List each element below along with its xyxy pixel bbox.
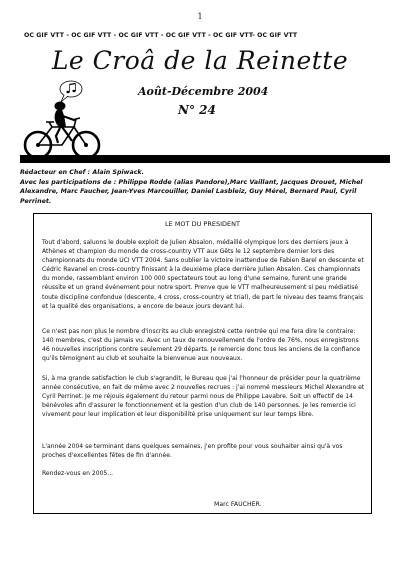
speech-bubble-tail bbox=[61, 95, 68, 102]
club-banner: OC GIF VTT - OC GIF VTT - OC GIF VTT - OC GIF VTT - OC GIF VTT- OC GIF VTT bbox=[24, 32, 298, 39]
editorial-heading: LE MOT DU PRESIDENT bbox=[165, 220, 240, 228]
page-number: 1 bbox=[197, 12, 203, 21]
issue-number: N° 24 bbox=[178, 103, 216, 117]
editorial-paragraph: Tout d'abord, saluons le double exploit de Julien Absalon, médaillé olympique lors des derniers jeux à Athènes et champion du monde de cross-country VTT aux Gêts le 12 septembre dernier lors des championnats du monde UCI VTT 2004. Sans oublier la victoire inattendue de Fabien Barel en descente et Cédric Ravanel en cross-country finissant à la deuxième place derrière Julien Absalon. Ces championnats du monde, rassemblant environ 100 000 spectateurs tout au long d'une semaine, furent une grande réussite et un grand événement pour notre sport. Prenve que le VTT malheureusement si peu médiatisé toute discipline confondue (descente, 4 cross, cross-country et trial), de part le niveau des teams français et la qualité des organisations, a encore de beaux jours devant lui. bbox=[42, 239, 364, 310]
editorial-box bbox=[33, 213, 372, 514]
contributors-line: Avec les participations de : Philippe Rodde (alias Pandore),Marc Vaillant, Jacques Drouet, Michel Alexandre, Marc Faucher, Jean-Yves Marcouiller, Daniel Lasbleiz, Guy Mérel, Bernard Paul, Cyril Perrinet. bbox=[20, 178, 363, 205]
credits-block bbox=[20, 168, 388, 206]
speech-bubble bbox=[60, 81, 82, 97]
editorial-paragraph: Rendez-vous en 2005... bbox=[42, 470, 114, 477]
header-rule bbox=[20, 155, 390, 163]
editorial-paragraph: Si, à ma grande satisfaction le club s'agrandit, le Bureau que j'ai l'honneur de présider pour la quatrième année consécutive, en fait de même avec 2 nouvelles recrues : j'ai nommé messieurs Michel Alexandre et Cyril Perrinet. Je me réjouis également du retour parmi nous de Philippe Lavabre. Soit un effectif de 14 bénévoles afin d'assurer le fonctionnement et la gestion d'un club de 140 personnes. Je les remercie ici vivement pour leur implication et leur disponibilité prise uniquement sur leur temps libre. bbox=[42, 375, 365, 419]
cyclist-logo bbox=[16, 75, 111, 163]
frog-rider bbox=[55, 102, 77, 144]
editorial-paragraph: Ce n'est pas non plus le nombre d'inscrits au club enregistré cette rentrée qui me fera dire le contraire: 140 membres, c'est du jamais vu. Avec un taux de renouvellement de l'ordre de 76%, nous enregistrons 46 nouvelles inscriptions contre seulement 29 départs. Je remercie donc tous les anciens de la confiance qu'ils témoignent au club et souhaite la bienvenue aux nouveaux. bbox=[42, 328, 361, 363]
editorial-paragraph: L'année 2004 se terminant dans quelques semaines, j'en profite pour vous souhaiter ainsi qu'à vos proches d'excellentes fêtes de fin d'année. bbox=[42, 443, 343, 460]
editor-line: Rédacteur en Chef : Alain Spiwack. bbox=[20, 169, 145, 176]
editorial-signature: Marc FAUCHER. bbox=[214, 501, 262, 508]
music-notes-icon bbox=[66, 84, 75, 94]
newsletter-title: Le Croâ de la Reinette bbox=[51, 46, 349, 75]
issue-date: Août-Décembre 2004 bbox=[138, 85, 269, 98]
